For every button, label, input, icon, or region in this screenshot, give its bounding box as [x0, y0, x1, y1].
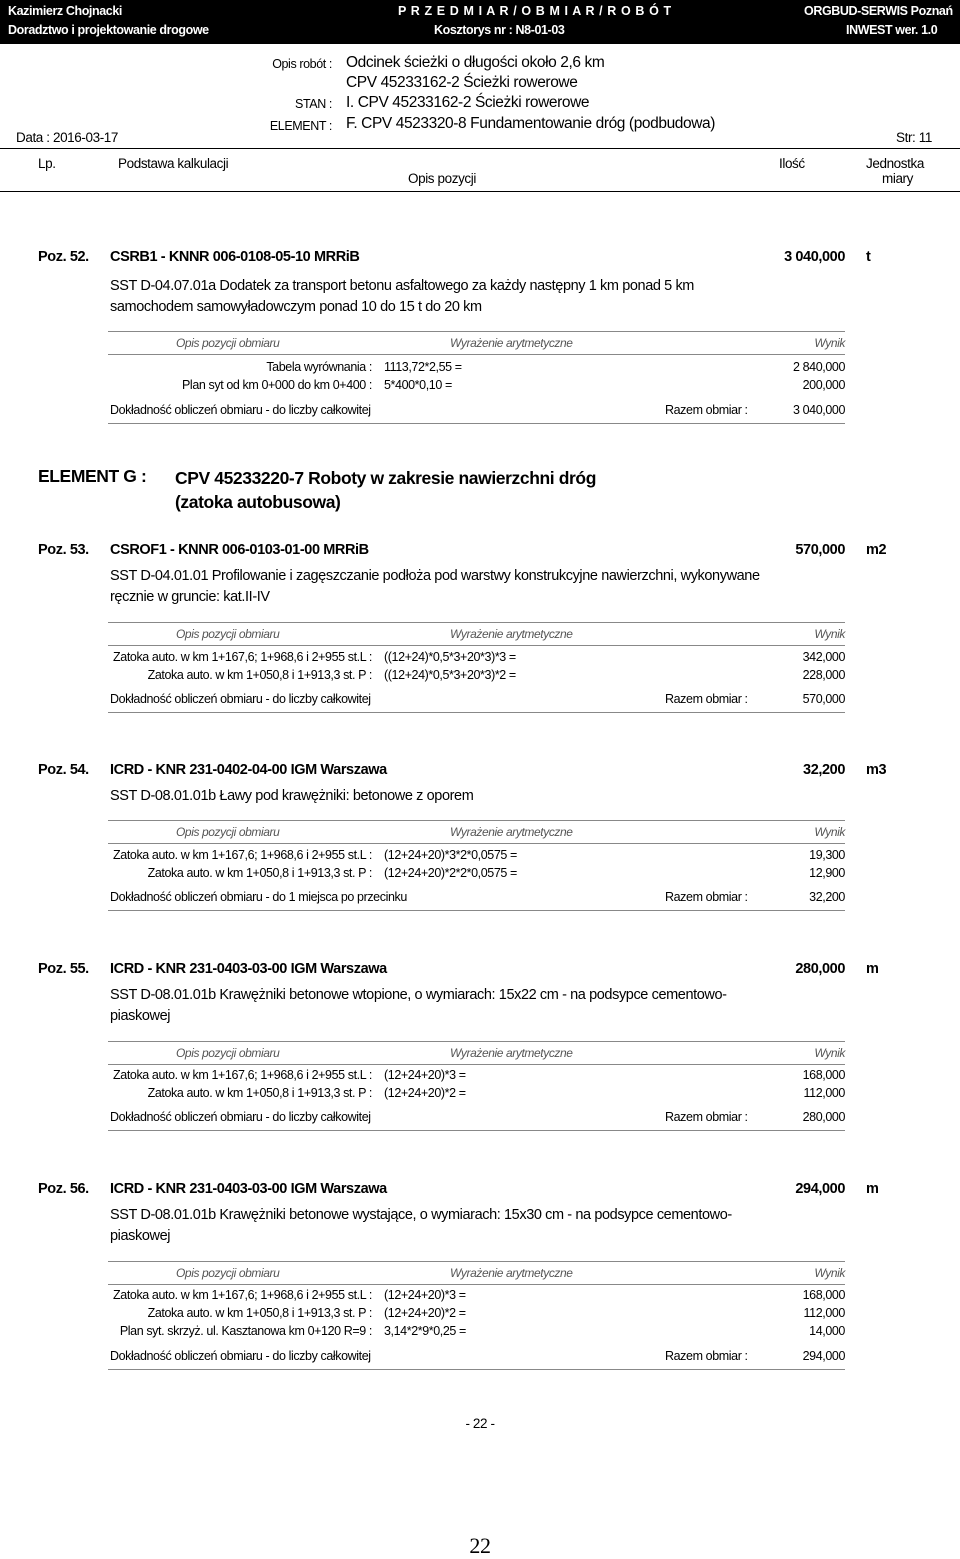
measure-header-wyrazenie: Wyrażenie arytmetyczne [450, 1046, 573, 1060]
precision-note: Dokładność obliczeń obmiaru - do liczby całkowitej [110, 1110, 371, 1124]
measure-row [0, 360, 960, 378]
measure-value: 19,300 [809, 848, 845, 862]
page-number-small: - 22 - [465, 1416, 495, 1431]
measure-value: 12,900 [809, 866, 845, 880]
razem-label: Razem obmiar : [665, 890, 748, 904]
company-name: ORGBUD-SERWIS Poznań [804, 4, 953, 18]
measure-row [0, 1288, 960, 1306]
measure-header-opis: Opis pozycji obmiaru [176, 1266, 280, 1280]
measure-label: Zatoka auto. w km 1+167,6; 1+968,6 i 2+955 st.L : [113, 848, 372, 862]
measure-footer [108, 1347, 845, 1370]
measure-header [108, 1041, 845, 1065]
measure-header-wynik: Wynik [814, 1046, 845, 1060]
measure-value: 168,000 [802, 1288, 845, 1302]
opis-line-1: Odcinek ścieżki o długości około 2,6 km [346, 54, 605, 71]
measure-footer [108, 401, 845, 424]
document-date: Data : 2016-03-17 [16, 130, 119, 145]
measure-value: 200,000 [802, 378, 845, 392]
measure-expression: (12+24+20)*2 = [384, 1086, 466, 1100]
measure-header-wynik: Wynik [814, 336, 845, 350]
position-number: Poz. 53. [38, 542, 89, 558]
measure-header-wyrazenie: Wyrażenie arytmetyczne [450, 336, 573, 350]
opis-line-2: CPV 45233162-2 Ścieżki rowerowe [346, 74, 578, 91]
measure-label: Tabela wyrównania : [266, 360, 372, 374]
author-subtitle: Doradztwo i projektowanie drogowe [8, 23, 209, 37]
position-unit: t [866, 249, 871, 265]
measure-header-wyrazenie: Wyrażenie arytmetyczne [450, 627, 573, 641]
measure-value: 228,000 [802, 668, 845, 682]
position-quantity: 3 040,000 [784, 249, 845, 265]
position-unit: m3 [866, 762, 887, 778]
measure-header-opis: Opis pozycji obmiaru [176, 1046, 280, 1060]
measure-label: Zatoka auto. w km 1+167,6; 1+968,6 i 2+955 st.L : [113, 650, 372, 664]
position-description: SST D-04.07.01a Dodatek za transport betonu asfaltowego za każdy następny 1 km ponad 5 km samochodem samowyładowczym ponad 10 do 15 t do 20 km [110, 278, 694, 315]
measure-header-opis: Opis pozycji obmiaru [176, 825, 280, 839]
col-miary: miary [882, 171, 913, 186]
measure-header-opis: Opis pozycji obmiaru [176, 627, 280, 641]
measure-footer [108, 888, 845, 911]
element-g-title: CPV 45233220-7 Roboty w zakresie nawierzchni dróg (zatoka autobusowa) [175, 468, 596, 512]
position-number: Poz. 56. [38, 1181, 89, 1197]
measure-expression: (12+24+20)*2 = [384, 1306, 466, 1320]
measure-expression: 5*400*0,10 = [384, 378, 452, 392]
col-opis: Opis pozycji [408, 171, 476, 186]
page-number-large: 22 [469, 1533, 491, 1558]
measure-expression: (12+24+20)*3*2*0,0575 = [384, 848, 517, 862]
precision-note: Dokładność obliczeń obmiaru - do liczby całkowitej [110, 692, 371, 706]
position-unit: m [866, 1181, 879, 1197]
measure-header-wynik: Wynik [814, 825, 845, 839]
position-unit: m2 [866, 542, 887, 558]
measure-expression: 3,14*2*9*0,25 = [384, 1324, 466, 1338]
opis-label: Opis robót : [272, 57, 332, 71]
position-number: Poz. 55. [38, 961, 89, 977]
position-quantity: 32,200 [803, 762, 845, 778]
measure-expression: 1113,72*2,55 = [384, 360, 462, 374]
position-code: CSROF1 - KNNR 006-0103-01-00 MRRiB [110, 542, 369, 558]
measure-header-wyrazenie: Wyrażenie arytmetyczne [450, 1266, 573, 1280]
measure-value: 168,000 [802, 1068, 845, 1082]
position-description: SST D-08.01.01b Ławy pod krawężniki: betonowe z oporem [110, 788, 474, 804]
col-podstawa: Podstawa kalkulacji [118, 156, 229, 171]
measure-row [0, 1306, 960, 1324]
element-label: ELEMENT : [269, 119, 332, 133]
measure-label: Zatoka auto. w km 1+167,6; 1+968,6 i 2+955 st.L : [113, 1068, 372, 1082]
measure-footer [108, 690, 845, 713]
razem-label: Razem obmiar : [665, 1110, 748, 1124]
col-jednostka: Jednostka [866, 156, 924, 171]
measure-row [0, 650, 960, 668]
position-number: Poz. 52. [38, 249, 89, 265]
measure-header [108, 820, 845, 844]
position-description: SST D-08.01.01b Krawężniki betonowe wystające, o wymiarach: 15x30 cm - na podsypce cementowo-piaskowej [110, 1207, 732, 1244]
measure-value: 342,000 [802, 650, 845, 664]
element-value: F. CPV 4523320-8 Fundamentowanie dróg (podbudowa) [346, 115, 716, 132]
position-unit: m [866, 961, 879, 977]
razem-label: Razem obmiar : [665, 403, 748, 417]
precision-note: Dokładność obliczeń obmiaru - do liczby całkowitej [110, 1349, 371, 1363]
kosztorys-number: Kosztorys nr : N8-01-03 [434, 23, 565, 37]
measure-row [0, 1068, 960, 1086]
measure-expression: (12+24+20)*3 = [384, 1288, 466, 1302]
column-header [0, 148, 960, 192]
measure-header [108, 622, 845, 646]
razem-label: Razem obmiar : [665, 1349, 748, 1363]
measure-label: Zatoka auto. w km 1+050,8 i 1+913,3 st. P : [147, 668, 372, 682]
position-quantity: 294,000 [795, 1181, 845, 1197]
element-g-label: ELEMENT G : [38, 466, 147, 486]
razem-value: 3 040,000 [792, 403, 845, 417]
measure-expression: ((12+24)*0,5*3+20*3)*2 = [384, 668, 516, 682]
razem-value: 32,200 [809, 890, 845, 904]
measure-label: Zatoka auto. w km 1+050,8 i 1+913,3 st. P : [147, 1306, 372, 1320]
measure-label: Zatoka auto. w km 1+050,8 i 1+913,3 st. P : [147, 1086, 372, 1100]
measure-label: Plan syt. skrzyż. ul. Kasztanowa km 0+120 R=9 : [119, 1324, 372, 1338]
razem-value: 570,000 [802, 692, 845, 706]
page-str: Str: 11 [896, 130, 932, 145]
stan-label: STAN : [295, 97, 332, 111]
col-lp: Lp. [38, 156, 56, 171]
author-name: Kazimierz Chojnacki [8, 4, 122, 18]
measure-expression: (12+24+20)*2*2*0,0575 = [384, 866, 517, 880]
position-code: ICRD - KNR 231-0403-03-00 IGM Warszawa [110, 961, 387, 977]
col-ilosc: Ilość [779, 156, 805, 171]
document-title: P R Z E D M I A R / O B M I A R / R O B Ó T [398, 4, 672, 18]
razem-value: 280,000 [802, 1110, 845, 1124]
precision-note: Dokładność obliczeń obmiaru - do 1 miejsca po przecinku [110, 890, 407, 904]
software-version: INWEST wer. 1.0 [846, 23, 938, 37]
position-code: ICRD - KNR 231-0403-03-00 IGM Warszawa [110, 1181, 387, 1197]
page-header [0, 0, 960, 44]
measure-header-wynik: Wynik [814, 1266, 845, 1280]
precision-note: Dokładność obliczeń obmiaru - do liczby całkowitej [110, 403, 371, 417]
position-code: CSRB1 - KNNR 006-0108-05-10 MRRiB [110, 249, 360, 265]
position-description: SST D-08.01.01b Krawężniki betonowe wtopione, o wymiarach: 15x22 cm - na podsypce cementowo-piaskowej [110, 987, 727, 1024]
position-description: SST D-04.01.01 Profilowanie i zagęszczanie podłoża pod warstwy konstrukcyjne nawierzchni, wykonywane ręcznie w gruncie: kat.II-IV [110, 568, 760, 605]
measure-footer [108, 1108, 845, 1131]
measure-label: Zatoka auto. w km 1+167,6; 1+968,6 i 2+955 st.L : [113, 1288, 372, 1302]
position-code: ICRD - KNR 231-0402-04-00 IGM Warszawa [110, 762, 387, 778]
measure-label: Plan syt od km 0+000 do km 0+400 : [182, 378, 372, 392]
measure-row [0, 668, 960, 686]
measure-header [108, 1261, 845, 1285]
measure-value: 2 840,000 [792, 360, 845, 374]
measure-row [0, 866, 960, 884]
measure-expression: (12+24+20)*3 = [384, 1068, 466, 1082]
measure-row [0, 378, 960, 396]
measure-header-wyrazenie: Wyrażenie arytmetyczne [450, 825, 573, 839]
position-quantity: 280,000 [795, 961, 845, 977]
measure-header [108, 331, 845, 355]
measure-value: 112,000 [803, 1306, 845, 1320]
stan-value: I. CPV 45233162-2 Ścieżki rowerowe [346, 94, 590, 111]
measure-row [0, 848, 960, 866]
measure-expression: ((12+24)*0,5*3+20*3)*3 = [384, 650, 516, 664]
position-quantity: 570,000 [795, 542, 845, 558]
measure-row [0, 1086, 960, 1104]
measure-label: Zatoka auto. w km 1+050,8 i 1+913,3 st. P : [147, 866, 372, 880]
measure-header-opis: Opis pozycji obmiaru [176, 336, 280, 350]
measure-row [0, 1324, 960, 1342]
razem-label: Razem obmiar : [665, 692, 748, 706]
position-number: Poz. 54. [38, 762, 89, 778]
razem-value: 294,000 [802, 1349, 845, 1363]
measure-header-wynik: Wynik [814, 627, 845, 641]
measure-value: 14,000 [809, 1324, 845, 1338]
measure-value: 112,000 [803, 1086, 845, 1100]
